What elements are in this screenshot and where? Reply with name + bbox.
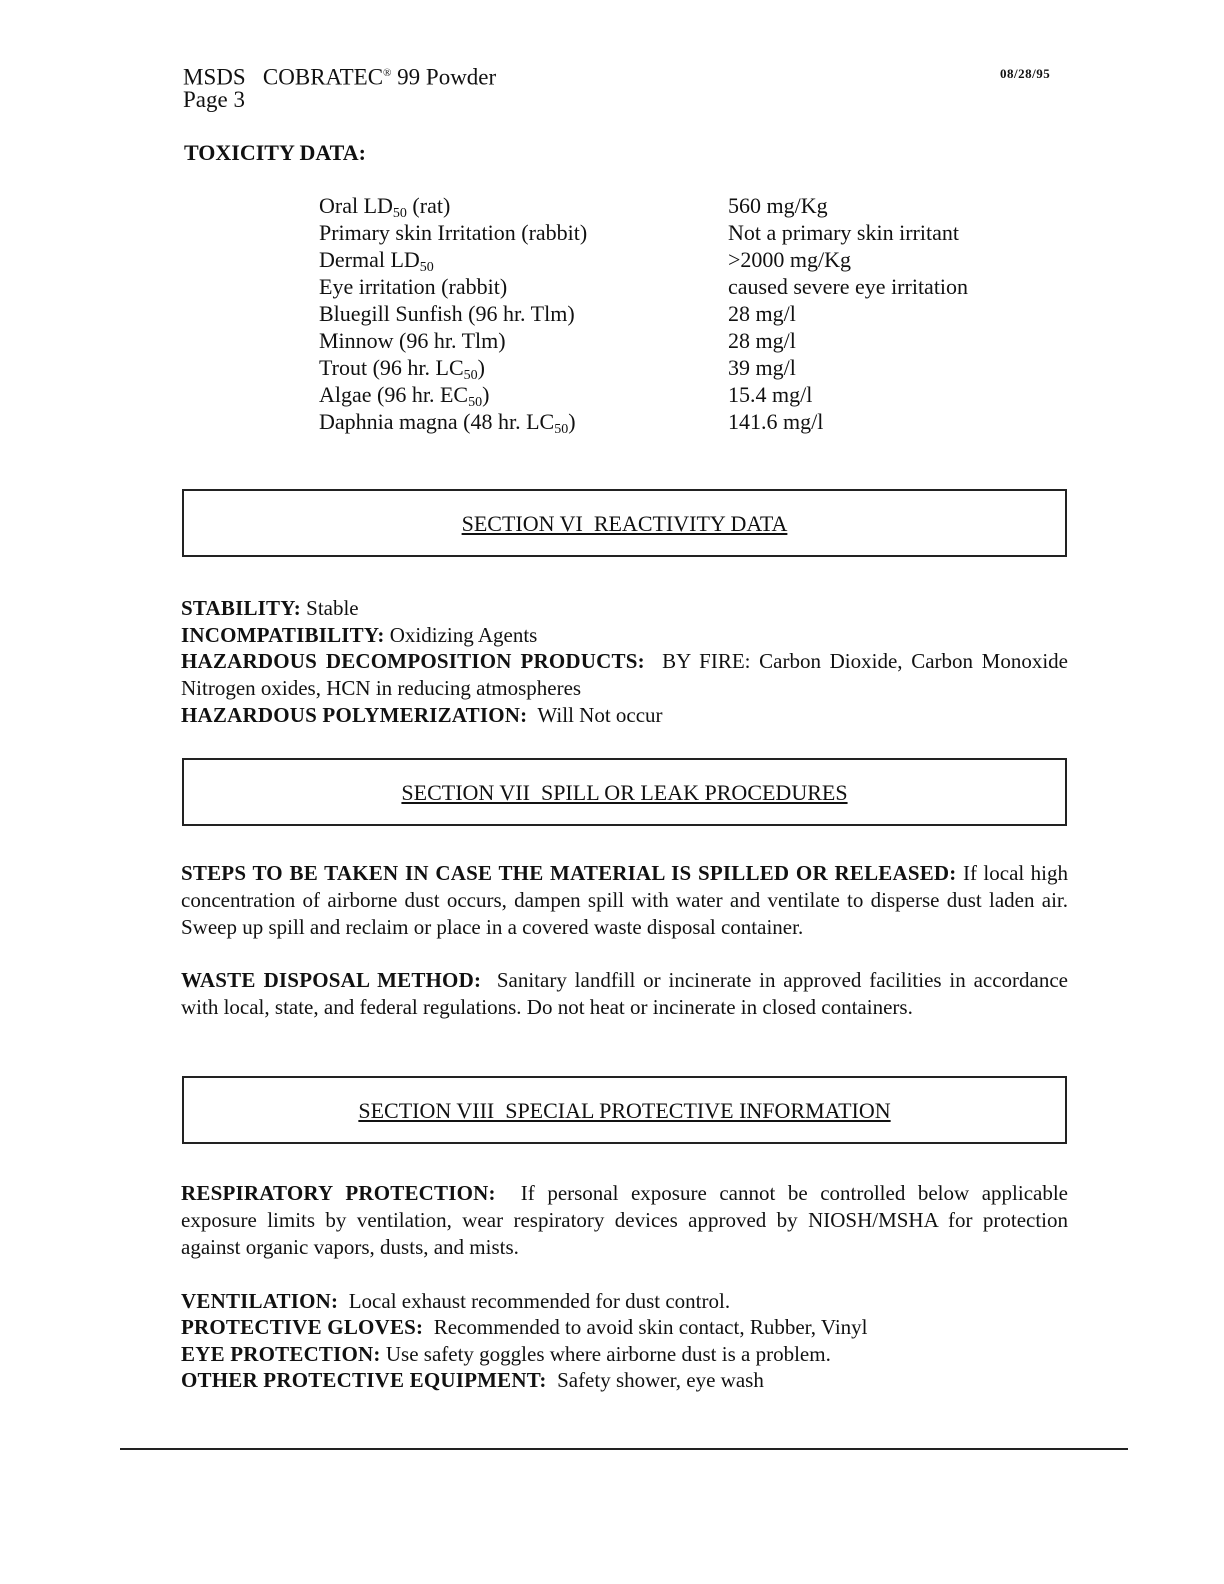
stability-value: Stable [306,596,359,620]
toxicity-test [319,408,576,443]
gloves-label: PROTECTIVE GLOVES: [181,1315,424,1339]
other-equipment-value: Safety shower, eye wash [557,1368,764,1392]
toxicity-value: >2000 mg/Kg [728,247,852,272]
toxicity-value: 28 mg/l [728,328,796,353]
toxicity-heading: TOXICITY DATA: [184,140,366,165]
gloves-value: Recommended to avoid skin contact, Rubber, Vinyl [433,1315,868,1339]
decomposition-label: HAZARDOUS DECOMPOSITION PRODUCTS: [181,649,645,673]
toxicity-test-suffix: (rat) [406,193,451,218]
section-8-title: SECTION VIII SPECIAL PROTECTIVE INFORMATION [358,1098,891,1123]
toxicity-subscript: 50 [463,368,478,383]
spill-steps-paragraph [181,860,1068,941]
toxicity-value: 39 mg/l [728,355,796,380]
toxicity-test [319,300,575,327]
toxicity-value: Not a primary skin irritant [728,220,959,245]
toxicity-subscript: 50 [554,422,569,437]
toxicity-test-label: Eye irritation (rabbit) [319,274,508,299]
toxicity-test-label: Daphnia magna (48 hr. LC [319,409,555,434]
product-name: COBRATEC [262,64,384,90]
section-6-box [182,489,1067,557]
other-equipment-label: OTHER PROTECTIVE EQUIPMENT: [181,1368,547,1392]
msds-label: MSDS [183,64,246,90]
toxicity-test [319,273,507,300]
section-8-box [182,1076,1067,1144]
toxicity-value: 15.4 mg/l [728,382,813,407]
incompatibility-value: Oxidizing Agents [389,623,538,647]
ventilation-value: Local exhaust recommended for dust control. [348,1289,731,1313]
spill-steps-value: If local high concentration of airborne dust occurs, dampen spill with water and ventilate to disperse dust laden air. Sweep up spill and reclaim or place in a covered waste disposal container. [181,861,1069,939]
toxicity-test-label: Dermal LD [319,247,420,272]
footer-rule [120,1448,1128,1450]
stability-line [181,595,1068,622]
toxicity-subscript: 50 [392,206,407,221]
decomposition-paragraph [181,648,1068,702]
polymerization-value: Will Not occur [537,703,663,727]
respiratory-label: RESPIRATORY PROTECTION: [181,1181,496,1205]
registered-mark: ® [383,67,392,79]
waste-disposal-value: Sanitary landfill or incinerate in approved facilities in accordance with local, state, and federal regulations. Do not heat or incinerate in closed containers. [181,968,1069,1019]
spill-steps-label: STEPS TO BE TAKEN IN CASE THE MATERIAL IS SPILLED OR RELEASED: [181,861,957,885]
polymerization-label: HAZARDOUS POLYMERIZATION: [181,703,528,727]
section-7-box [182,758,1067,826]
toxicity-test-label: Algae (96 hr. EC [319,382,469,407]
toxicity-test-label: Trout (96 hr. LC [319,355,464,380]
toxicity-subscript: 50 [419,260,434,275]
waste-disposal-paragraph [181,967,1068,1021]
gloves-line [181,1314,1068,1341]
toxicity-test-label: Primary skin Irritation (rabbit) [319,220,588,245]
eye-protection-label: EYE PROTECTION: [181,1342,381,1366]
toxicity-test [319,327,506,354]
respiratory-value: If personal exposure cannot be controlled below applicable exposure limits by ventilation, wear respiratory devices approved by NIOSH/MSHA for protection against organic vapors, dusts, and mists. [181,1181,1069,1259]
waste-disposal-label: WASTE DISPOSAL METHOD: [181,968,482,992]
eye-protection-line [181,1341,1068,1368]
ventilation-label: VENTILATION: [181,1289,339,1313]
toxicity-subscript: 50 [468,395,483,410]
product-suffix: 99 Powder [397,64,497,90]
polymerization-line [181,702,1068,729]
eye-protection-value: Use safety goggles where airborne dust is a problem. [385,1342,831,1366]
other-equipment-line [181,1367,1068,1394]
toxicity-test-label: Oral LD [319,193,393,218]
stability-label: STABILITY: [181,596,301,620]
section-7-title: SECTION VII SPILL OR LEAK PROCEDURES [401,780,848,805]
section-6-title: SECTION VI REACTIVITY DATA [461,511,788,536]
toxicity-test-suffix: ) [568,409,576,434]
incompatibility-line [181,622,1068,649]
toxicity-value: caused severe eye irritation [728,274,969,299]
toxicity-test-suffix: ) [477,355,485,380]
ventilation-line [181,1288,1068,1315]
decomposition-value: BY FIRE: Carbon Dioxide, Carbon Monoxide Nitrogen oxides, HCN in reducing atmospheres [181,649,1068,700]
page-number: Page 3 [183,87,245,112]
document-date: 08/28/95 [1000,66,1051,81]
toxicity-test-suffix: ) [482,382,490,407]
toxicity-value: 141.6 mg/l [728,409,824,434]
toxicity-value: 28 mg/l [728,301,796,326]
incompatibility-label: INCOMPATIBILITY: [181,623,385,647]
respiratory-paragraph [181,1180,1068,1261]
toxicity-test [319,219,587,246]
toxicity-test-label: Minnow (96 hr. Tlm) [319,328,506,353]
toxicity-value: 560 mg/Kg [728,193,828,218]
toxicity-test-label: Bluegill Sunfish (96 hr. Tlm) [319,301,575,326]
